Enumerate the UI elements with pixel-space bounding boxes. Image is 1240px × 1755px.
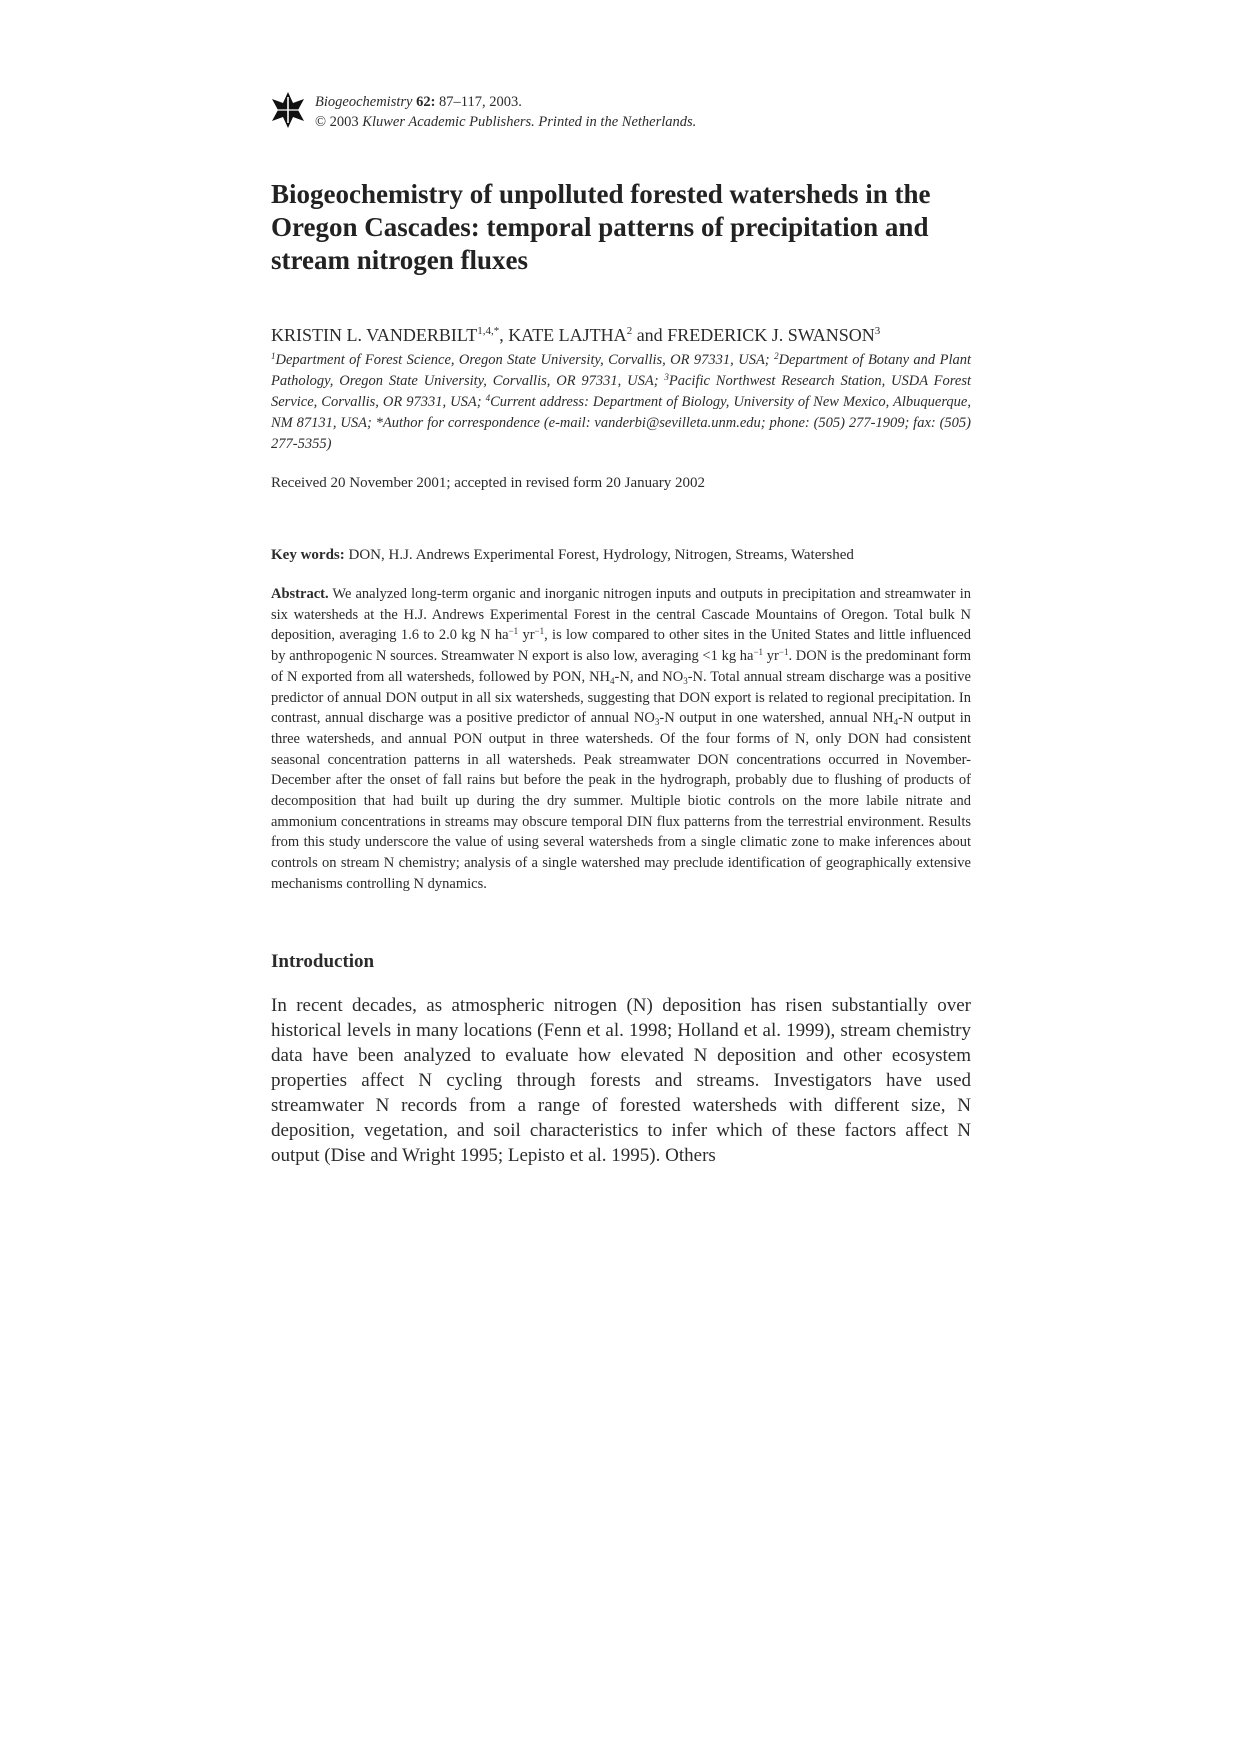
abstract-text: yr: [763, 648, 779, 665]
author-separator: ,: [499, 325, 509, 345]
keywords-label: Key words:: [271, 547, 345, 563]
author-affiliation-marker: 2: [626, 325, 633, 337]
author-separator: and: [632, 325, 668, 345]
publisher-name: Kluwer Academic Publishers. Printed in the Netherlands.: [362, 114, 697, 130]
keywords-text: DON, H.J. Andrews Experimental Forest, Hydrology, Nitrogen, Streams, Watershed: [344, 547, 854, 563]
journal-name: Biogeochemistry: [315, 94, 413, 110]
affiliation-marker: 4: [485, 393, 491, 403]
affiliation-text: Pacific Northwest Research Station, USDA Forest Service, Corvallis, OR 97331, USA;: [271, 373, 972, 410]
citation-block: [315, 92, 696, 132]
abstract-text: We analyzed long-term organic and inorganic nitrogen inputs and outputs in precipitation and streamwater in six watersheds at the H.J. Andrews Experimental Forest in the central Cascade Mountains of Oregon. Total bulk N deposition, averaging 1.6 to 2.0 kg N ha: [271, 586, 971, 644]
abstract-text: -N output in three watersheds, and annual PON output in three watersheds. Of the four forms of N, only DON had consistent seasonal concentration patterns in all watersheds. Peak streamwater DON concentrations occurred in November-December after the onset of fall rains but before the peak in the hydrograph, probably due to flushing of products of decomposition that had built up during the dry summer. Multiple biotic controls on the more labile nitrate and ammonium concentrations in streams may obscure temporal DIN flux patterns from the terrestrial environment. Results from this study underscore the value of using several watersheds from a single climatic zone to make inferences about controls on stream N chemistry; analysis of a single watershed may preclude identification of geographically extensive mechanisms controlling N dynamics.: [271, 710, 971, 892]
keywords: [271, 545, 971, 566]
citation-line: [315, 92, 696, 112]
abstract-subscript: 3: [654, 717, 660, 728]
abstract-superscript: −1: [508, 626, 519, 637]
abstract-text: , is low compared to other sites in the United States and little influenced by anthropogenic N sources. Streamwater N export is also low, averaging <1 kg ha: [271, 627, 971, 665]
affiliation-text: Department of Forest Science, Oregon State University, Corvallis, OR 97331, USA;: [275, 352, 775, 368]
affiliation-marker: 2: [774, 351, 779, 361]
introduction-paragraph: In recent decades, as atmospheric nitrogen (N) deposition has risen substantially over historical levels in many locations (Fenn et al. 1998; Holland et al. 1999), stream chemistry data have been analyzed to evaluate how elevated N deposition and other ecosystem properties affect N cycling through forests and streams. Investigators have used streamwater N records from a range of forested watersheds with different size, N deposition, vegetation, and soil characteristics to infer which of these factors affect N output (Dise and Wright 1995; Lepisto et al. 1995). Others: [271, 994, 971, 1166]
abstract-text: yr: [518, 627, 535, 644]
paper-title: Biogeochemistry of unpolluted forested watersheds in the Oregon Cascades: temporal patterns of precipitation and stream nitrogen fluxes: [271, 179, 931, 275]
affiliation-text: Current address: Department of Biology, University of New Mexico, Albuquerque, NM 87131, USA; *Author for correspondence (e-mail: vanderbi@sevilleta.unm.edu; phone: (505) 277-1909; fax: (505) 277-5355): [271, 394, 971, 452]
author-affiliation-marker: 3: [874, 325, 881, 337]
journal-header: [271, 88, 971, 136]
abstract-subscript: 4: [893, 717, 899, 728]
paper-page: [271, 88, 971, 1187]
abstract-superscript: −1: [534, 626, 545, 637]
abstract-text: -N output in one watershed, annual NH: [659, 710, 894, 727]
affiliations: [271, 350, 971, 455]
author-name: KRISTIN L. VANDERBILT: [271, 325, 478, 345]
author-list: [271, 323, 971, 348]
abstract-subscript: 4: [610, 675, 615, 686]
copyright-year: © 2003: [315, 114, 359, 130]
abstract-superscript: −1: [778, 647, 789, 658]
publisher-logo-icon: [271, 91, 305, 129]
abstract-label: Abstract.: [271, 586, 329, 602]
section-heading-introduction: Introduction: [271, 950, 375, 972]
received-dates: Received 20 November 2001; accepted in revised form 20 January 2002: [271, 475, 706, 491]
abstract-text: . DON is the predominant form of N exported from all watersheds, followed by PON, NH: [271, 648, 971, 685]
journal-volume: 62:: [416, 94, 436, 110]
copyright-line: [315, 112, 696, 132]
abstract-text: -N. Total annual stream discharge was a positive predictor of annual DON output in all six watersheds, suggesting that DON export is related to regional precipitation. In contrast, annual discharge was a positive predictor of annual NO: [271, 668, 971, 727]
abstract: [271, 584, 971, 895]
author-name: KATE LAJTHA: [508, 325, 627, 345]
abstract-subscript: 3: [683, 675, 688, 686]
affiliation-marker: 1: [271, 351, 276, 361]
journal-pages-year: 87–117, 2003.: [439, 94, 522, 110]
abstract-superscript: −1: [753, 647, 764, 658]
abstract-text: -N, and NO: [614, 668, 684, 685]
author-name: FREDERICK J. SWANSON: [667, 325, 875, 345]
author-affiliation-marker: 1,4,*: [477, 325, 500, 337]
affiliation-marker: 3: [664, 372, 669, 382]
affiliation-text: Department of Botany and Plant Pathology, Oregon State University, Corvallis, OR 97331, USA;: [271, 352, 972, 389]
